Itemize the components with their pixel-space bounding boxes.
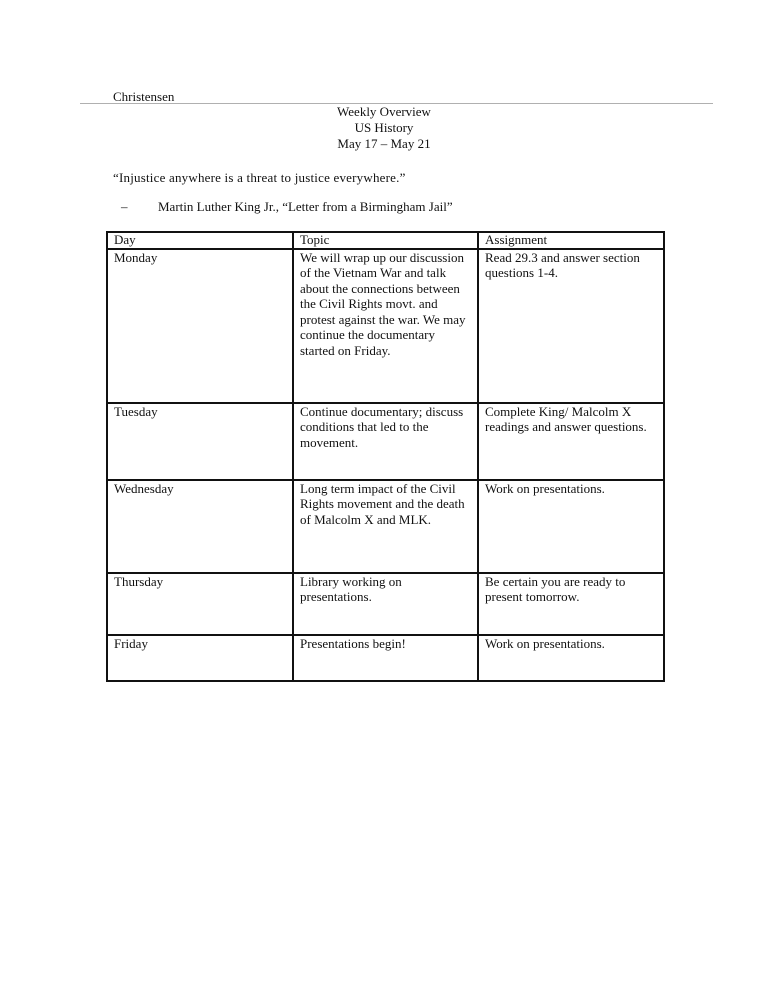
topic-text: We will wrap up our discussion of the Vietnam War and talk about the connections between the Civil Rights movt. and protest against the war. We may continue the documentary started on Friday. — [300, 249, 466, 358]
quote-attribution — [121, 199, 453, 215]
assignment-cell — [478, 573, 664, 635]
topic-cell — [293, 573, 478, 635]
topic-text: Library working on presentations. — [300, 573, 402, 604]
day-cell — [107, 573, 293, 635]
header-topic-label: Topic — [300, 232, 330, 247]
document-subject: US History — [354, 120, 414, 135]
topic-cell — [293, 403, 478, 480]
day-label: Friday — [114, 635, 148, 651]
assignment-cell — [478, 403, 664, 480]
assignment-cell — [478, 635, 664, 681]
header-cell-topic — [293, 232, 478, 249]
table-header-row — [107, 232, 664, 249]
topic-cell — [293, 480, 478, 573]
header-assignment-label: Assignment — [485, 232, 548, 247]
day-cell — [107, 249, 293, 403]
day-cell — [107, 635, 293, 681]
topic-cell — [293, 249, 478, 403]
day-label: Thursday — [114, 573, 164, 589]
heading-block — [0, 104, 768, 152]
assignment-cell — [478, 249, 664, 403]
assignment-text: Work on presentations. — [485, 480, 605, 496]
day-label: Wednesday — [114, 480, 174, 496]
day-cell — [107, 403, 293, 480]
author-name: Christensen — [113, 89, 175, 104]
topic-cell — [293, 635, 478, 681]
topic-text: Presentations begin! — [300, 635, 406, 651]
document-title: Weekly Overview — [337, 104, 431, 119]
topic-text: Continue documentary; discuss conditions that led to the movement. — [300, 403, 464, 450]
day-label: Tuesday — [114, 403, 158, 419]
topic-text: Long term impact of the Civil Rights movement and the death of Malcolm X and MLK. — [300, 480, 465, 527]
assignment-text: Read 29.3 and answer section questions 1-4. — [485, 249, 640, 280]
table-row-friday — [107, 635, 664, 681]
quote-text: “Injustice anywhere is a threat to justice everywhere.” — [113, 170, 406, 185]
attribution-text: Martin Luther King Jr., “Letter from a Birmingham Jail” — [158, 199, 453, 214]
table-row-thursday — [107, 573, 664, 635]
assignment-text: Complete King/ Malcolm X readings and answer questions. — [485, 403, 647, 434]
assignment-cell — [478, 480, 664, 573]
table-row-monday — [107, 249, 664, 403]
day-cell — [107, 480, 293, 573]
weekly-schedule-table — [106, 231, 665, 682]
assignment-text: Be certain you are ready to present tomorrow. — [485, 573, 626, 604]
document-date-range: May 17 – May 21 — [337, 136, 431, 151]
header-day-label: Day — [114, 232, 136, 247]
attribution-dash: – — [121, 199, 128, 214]
table-row-wednesday — [107, 480, 664, 573]
table-row-tuesday — [107, 403, 664, 480]
header-cell-assignment — [478, 232, 664, 249]
day-label: Monday — [114, 249, 158, 265]
assignment-text: Work on presentations. — [485, 635, 605, 651]
header-cell-day — [107, 232, 293, 249]
